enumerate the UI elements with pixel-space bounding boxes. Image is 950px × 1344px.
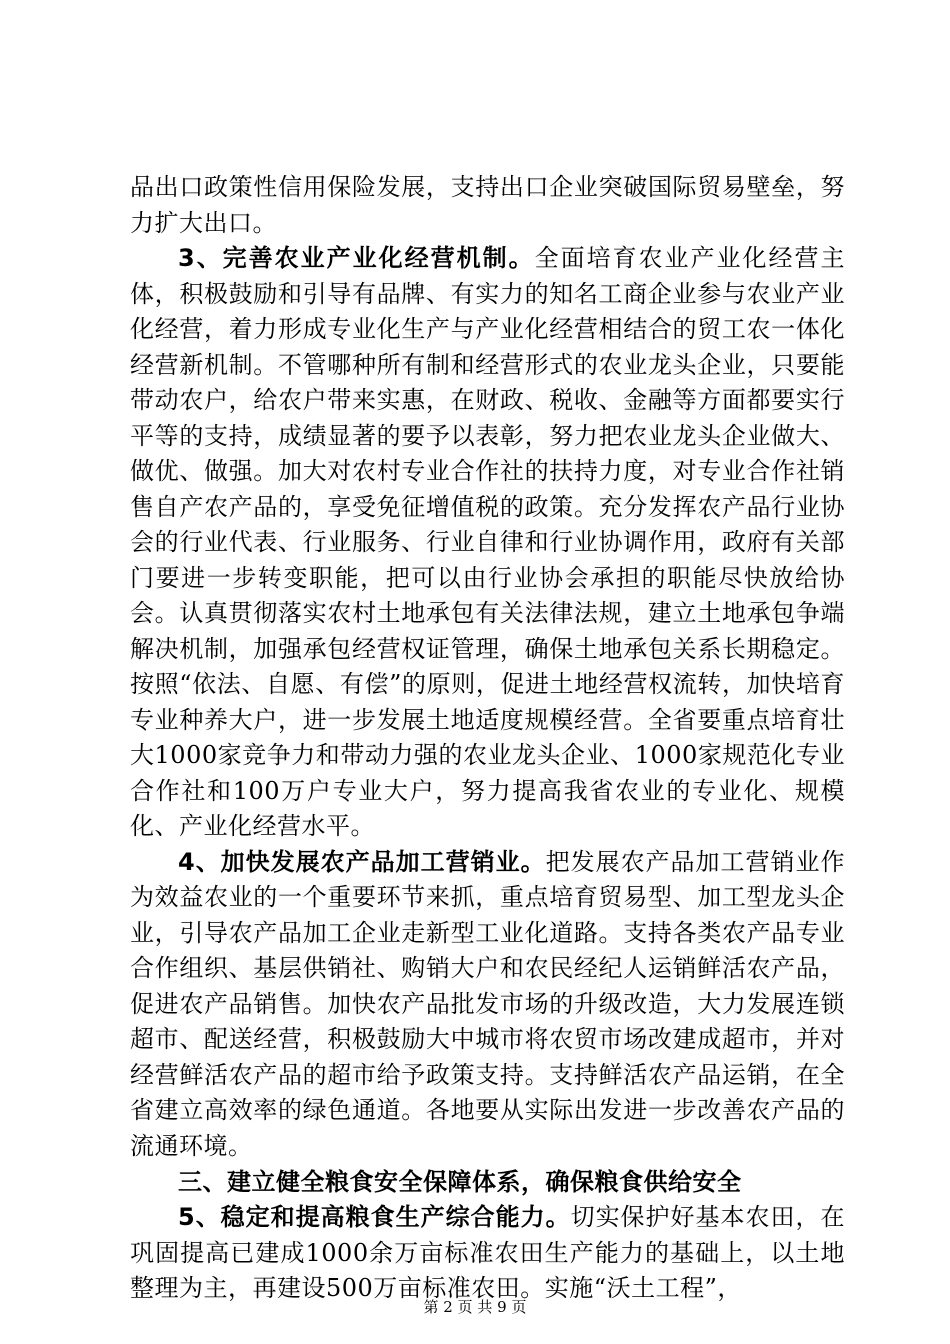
paragraph-3 <box>130 241 845 845</box>
paragraph-text: 切实保护好基本农田，在巩固提高已建成1000余万亩标准农田生产能力的基础上，以土地整理为主，再建设500万亩标准农田。实施“沃土工程”， <box>130 1203 845 1302</box>
paragraph-text: 全面培育农业产业化经营主体，积极鼓励和引导有品牌、有实力的知名工商企业参与农业产业化经营，着力形成专业化生产与产业化经营相结合的贸工农一体化经营新机制。不管哪种所有制和经营形式的农业龙头企业，只要能带动农户，给农户带来实惠，在财政、税收、金融等方面都要实行平等的支持，成绩显著的要予以表彰，努力把农业龙头企业做大、做优、做强。加大对农村专业合作社的扶持力度，对专业合作社销售自产农产品的，享受免征增值税的政策。充分发挥农产品行业协会的行业代表、行业服务、行业自律和行业协调作用，政府有关部门要进一步转变职能，把可以由行业协会承担的职能尽快放给协会。认真贯彻落实农村土地承包有关法律法规，建立土地承包争端解决机制，加强承包经营权证管理，确保土地承包关系长期稳定。按照“依法、自愿、有偿”的原则，促进土地经营权流转，加快培育专业种养大户，进一步发展土地适度规模经营。全省要重点培育壮大1000家竞争力和带动力强的农业龙头企业、1000家规范化专业合作社和100万户专业大户，努力提高我省农业的专业化、规模化、产业化经营水平。 <box>130 244 846 840</box>
paragraph-heading: 5、稳定和提高粮食生产综合能力。 <box>178 1203 571 1231</box>
page-footer: 第 2 页 共 9 页 <box>423 1298 527 1316</box>
document-body <box>130 170 845 1307</box>
paragraph-text: 品出口政策性信用保险发展，支持出口企业突破国际贸易壁垒，努力扩大出口。 <box>130 173 845 237</box>
paragraph-heading: 4、加快发展农产品加工营销业。 <box>178 847 546 876</box>
section-heading: 三、建立健全粮食安全保障体系，确保粮食供给安全 <box>178 1168 742 1196</box>
paragraph-continued <box>130 170 845 241</box>
paragraph-heading: 3、完善农业产业化经营机制。 <box>178 244 535 272</box>
paragraph-4 <box>130 845 845 1165</box>
paragraph-5 <box>130 1200 845 1307</box>
paragraph-text: 把发展农产品加工营销业作为效益农业的一个重要环节来抓，重点培育贸易型、加工型龙头企业，引导农产品加工企业走新型工业化道路。支持各类农产品专业合作组织、基层供销社、购销大户和农民经纪人运销鲜活农产品，促进农产品销售。加快农产品批发市场的升级改造，大力发展连锁超市、配送经营，积极鼓励大中城市将农贸市场改建成超市，并对经营鲜活农产品的超市给予政策支持。支持鲜活农产品运销，在全省建立高效率的绿色通道。各地要从实际出发进一步改善农产品的流通环境。 <box>130 847 846 1160</box>
